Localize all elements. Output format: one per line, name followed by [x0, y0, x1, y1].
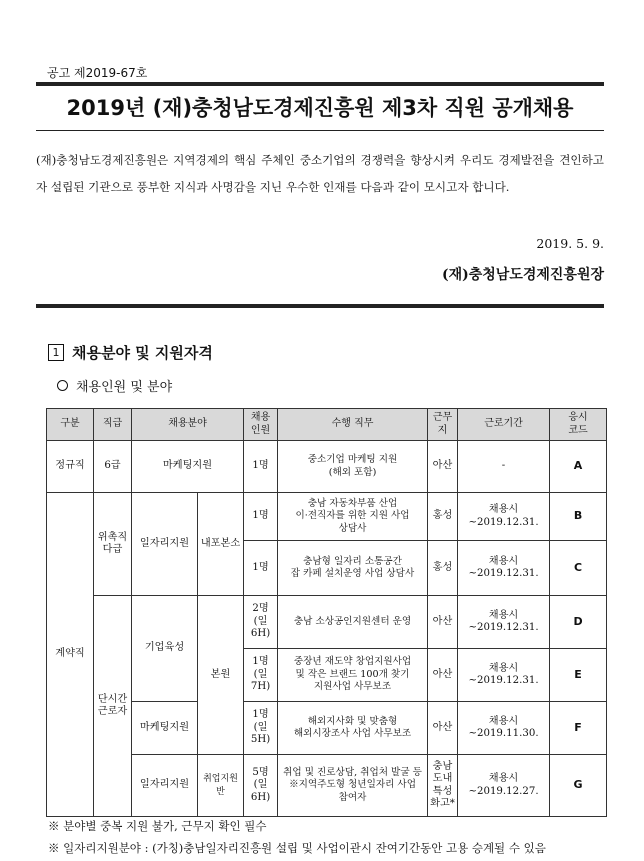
- intro-paragraph: (재)충청남도경제진흥원은 지역경제의 핵심 주체인 중소기업의 경쟁력을 향상시켜 우리도 경제발전을 견인하고자 설립된 기관으로 풍부한 지식과 사명감을 지닌 우수한 인재를 다음과 같이 모시고자 합니다.: [36, 153, 604, 194]
- cell-duty: 충남형 일자리 소통공간 잡 카페 설치운영 사업 상담사: [278, 541, 428, 596]
- header-count: 채용 인원: [244, 409, 278, 441]
- cell-duty: 중장년 재도약 창업지원사업 및 작은 브랜드 100개 찾기 지원사업 사무보조: [278, 649, 428, 702]
- cell-count: 1명 (일5H): [244, 702, 278, 755]
- header-location: 근무 지: [428, 409, 458, 441]
- cell-count: 5명 (일6H): [244, 755, 278, 817]
- cell-subfield: 본원: [198, 596, 244, 755]
- notice-date: 2019. 5. 9.: [536, 236, 604, 251]
- header-code: 응시 코드: [550, 409, 607, 441]
- signer: (재)충청남도경제진흥원장: [441, 267, 604, 283]
- cell-code: A: [550, 441, 607, 493]
- cell-code: G: [550, 755, 607, 817]
- title-rule: [36, 130, 604, 131]
- cell-location: 홍성: [428, 493, 458, 541]
- cell-period: 채용시~2019.12.31.: [458, 493, 550, 541]
- cell-subfield: 내포본소: [198, 493, 244, 596]
- header-period: 근로기간: [458, 409, 550, 441]
- table-row: [47, 441, 607, 493]
- cell-duty: 해외지사화 및 맞춤형 해외시장조사 사업 사무보조: [278, 702, 428, 755]
- cell-duty: 중소기업 마케팅 지원 (해외 포함): [278, 441, 428, 493]
- header-duty: 수행 직무: [278, 409, 428, 441]
- cell-count: 1명 (일7H): [244, 649, 278, 702]
- cell-location: 아산: [428, 596, 458, 649]
- cell-duty: 충남 자동차부품 산업 이·전직자를 위한 지원 사업 상담사: [278, 493, 428, 541]
- cell-period: 채용시~2019.11.30.: [458, 702, 550, 755]
- cell-field: 마케팅지원: [132, 441, 244, 493]
- section-heading: [48, 342, 213, 363]
- cell-location: 아산: [428, 702, 458, 755]
- cell-type: 계약직: [47, 493, 94, 817]
- cell-code: B: [550, 493, 607, 541]
- recruitment-table: [46, 408, 607, 817]
- cell-period: 채용시~2019.12.27.: [458, 755, 550, 817]
- section-number-box: 1: [48, 344, 64, 361]
- cell-field: 마케팅지원: [132, 702, 198, 755]
- top-rule: [36, 82, 604, 86]
- cell-code: F: [550, 702, 607, 755]
- cell-location: 홍성: [428, 541, 458, 596]
- cell-duty: 취업 및 진로상담, 취업처 발굴 등 ※지역주도형 청년일자리 사업 참여자: [278, 755, 428, 817]
- page-title: 2019년 (재)충청남도경제진흥원 제3차 직원 공개채용: [66, 96, 574, 120]
- footnote-2: ※ 일자리지원분야 : (가칭)충남일자리진흥원 설립 및 사업이관시 잔여기간동안 고용 승계될 수 있음: [48, 841, 546, 855]
- cell-period: 채용시~2019.12.31.: [458, 596, 550, 649]
- cell-duty: 충남 소상공인지원센터 운영: [278, 596, 428, 649]
- cell-grade: 6급: [94, 441, 132, 493]
- notice-number: 공고 제2019-67호: [47, 66, 148, 80]
- cell-period: -: [458, 441, 550, 493]
- cell-location: 아산: [428, 441, 458, 493]
- cell-count: 1명: [244, 541, 278, 596]
- cell-count: 1명: [244, 493, 278, 541]
- cell-count: 1명: [244, 441, 278, 493]
- cell-code: C: [550, 541, 607, 596]
- cell-field: 일자리지원: [132, 755, 198, 817]
- bottom-rule: [36, 304, 604, 308]
- cell-location: 충남 도내 특성 화고*: [428, 755, 458, 817]
- cell-code: D: [550, 596, 607, 649]
- cell-subfield: 취업지원반: [198, 755, 244, 817]
- table-row: [47, 493, 607, 541]
- circle-bullet-icon: [57, 380, 68, 391]
- header-grade: 직급: [94, 409, 132, 441]
- subsection-heading: [57, 376, 172, 395]
- cell-code: E: [550, 649, 607, 702]
- cell-period: 채용시~2019.12.31.: [458, 541, 550, 596]
- cell-location: 아산: [428, 649, 458, 702]
- table-header-row: [47, 409, 607, 441]
- cell-type: 정규직: [47, 441, 94, 493]
- cell-count: 2명 (일6H): [244, 596, 278, 649]
- subsection-title: 채용인원 및 분야: [76, 380, 173, 395]
- cell-field: 일자리지원: [132, 493, 198, 596]
- header-field: 채용분야: [132, 409, 244, 441]
- section-title: 채용분야 및 지원자격: [72, 344, 213, 362]
- footnote-1: ※ 분야별 중복 지원 불가, 근무지 확인 필수: [48, 819, 267, 833]
- cell-period: 채용시~2019.12.31.: [458, 649, 550, 702]
- cell-grade: 단시간 근로자: [94, 596, 132, 817]
- cell-field: 기업육성: [132, 596, 198, 702]
- cell-grade: 위촉직 다급: [94, 493, 132, 596]
- header-type: 구분: [47, 409, 94, 441]
- table-row: [47, 596, 607, 649]
